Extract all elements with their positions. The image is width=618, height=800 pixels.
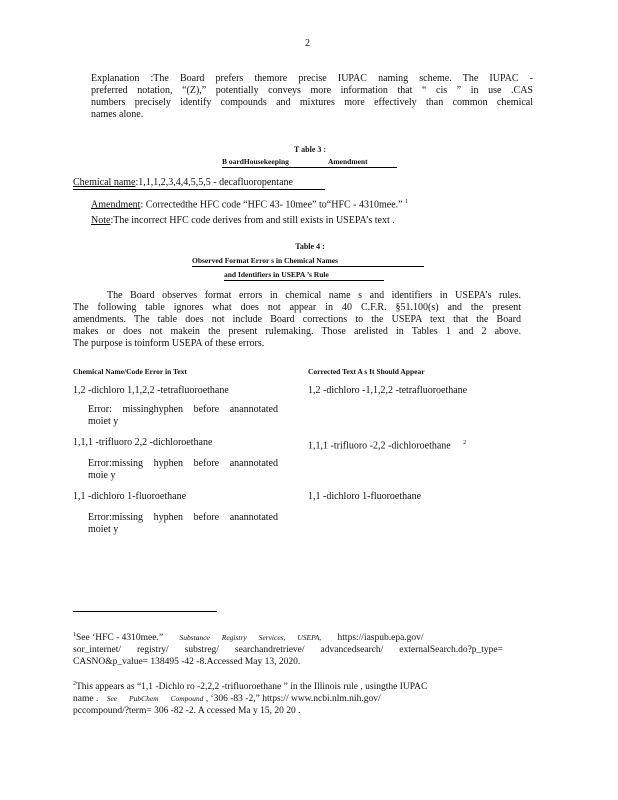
footnote-ref-2: 2 [463, 440, 467, 446]
footnote-2-line [73, 678, 503, 693]
explanation-line: names alone. [91, 109, 144, 120]
footnote-2-mark: 2 [73, 681, 76, 687]
footnote-2-line: pccompound/?term= 306 -82 -2. A ccessed Ma y 15, 20 20 . [73, 706, 301, 717]
table3-caption-col2: Amendment [328, 157, 368, 166]
table3-caption: T able 3 : [293, 145, 327, 154]
table4-caption-line2: Observed Format Error s in Chemical Names [192, 256, 338, 265]
footnote-2-line [73, 693, 503, 705]
errors-row-2-error: 1,1,1 -trifluoro 2,2 -dichloroethane [73, 437, 213, 448]
note-line: moiet y [88, 416, 119, 427]
explanation-line: Explanation :The Board prefers themore precise IUPAC naming scheme. The IUPAC - [91, 73, 533, 84]
explanation-paragraph [91, 73, 533, 121]
footnote-2-text: name . [73, 694, 99, 705]
footnote-2-source: See PubChem Compound [106, 694, 204, 704]
note-line: Error: missinghyphen before anannotated [88, 404, 278, 415]
note-line: Error:missing hyphen before anannotated [88, 458, 278, 469]
chemical-name-label: Chemical name [73, 177, 136, 188]
table4-caption-line3: and Identifiers in USEPA ’s Rule [224, 270, 329, 279]
explanation-line: numbers precisely identify compounds and mixtures more effectively than common chemical [91, 97, 533, 108]
footnote-1-line: sor_internet/ registry/ substreg/ searchandretrieve/ advancedsearch/ externalSearch.do?p_type= [73, 645, 503, 656]
note-line: moiet y [88, 524, 119, 535]
note-label: Note [91, 215, 111, 226]
errors-row-3-note [88, 512, 278, 536]
explanation-line: preferred notation, “(Z),” potentially conveys more information that “ cis ” in use .CAS [91, 85, 533, 96]
table3-chemical-row [73, 177, 293, 189]
footnote-1-text: See ‘HFC - 4310mee.” [76, 633, 164, 644]
footnote-1-line: CASNO&p_value= 138495 -42 -8.Accessed May 13, 2020. [73, 657, 301, 668]
body-line: amendments. The table does not include Board corrections to the USEPA text that the Board [73, 314, 521, 325]
table4-caption-rule [192, 266, 424, 267]
footnote-1 [73, 629, 503, 668]
errors-table-header-corrected: Corrected Text A s It Should Appear [308, 367, 425, 376]
note-line: Error:missing hyphen before anannotated [88, 512, 278, 523]
body-paragraph [73, 290, 521, 350]
table4-caption-rule2 [224, 280, 384, 281]
table4-caption-line1: Table 4 : [295, 242, 325, 251]
corrected-text: 1,1,1 -trifluoro -2,2 -dichloroethane [308, 440, 451, 452]
corrected-text: 1,2 -dichloro -1,1,2,2 -tetrafluoroethane [308, 385, 468, 396]
chemical-name-value: :1,1,1,2,3,4,4,5,5,5 - decafluoropentane [135, 177, 293, 188]
footnote-2-text: This appears as “1,1 -Dichlo ro -2,2,2 -trifluoroethane ” in the Illinois rule , usingthe IUPAC [76, 682, 428, 693]
footnote-ref-1: 1 [405, 199, 409, 205]
page-number: 2 [305, 38, 310, 49]
amendment-text: : Correctedthe HFC code “HFC 43- 10mee” to“HFC - 4310mee.” [140, 199, 403, 211]
errors-row-3-corrected [308, 491, 421, 503]
footnote-1-line [73, 629, 503, 644]
footnote-1-mark: 1 [73, 632, 76, 638]
body-line: makes or does not makein the present rulemaking. Those arelisted in Tables 1 and 2 above. [73, 326, 521, 337]
footnote-1-url[interactable]: https://iaspub.epa.gov/ [337, 633, 424, 644]
table3-caption-col1: B oardHousekeeping [222, 157, 289, 166]
body-line: The purpose is toinform USEPA of these errors. [73, 338, 265, 349]
errors-row-3-error: 1,1 -dichloro 1-fluoroethane [73, 491, 187, 502]
footnote-2-url[interactable]: , ‘306 -83 -2,” https:// www.ncbi.nlm.nih.gov/ [205, 694, 381, 705]
corrected-text: 1,1 -dichloro 1-fluoroethane [308, 491, 422, 502]
body-line: The Board observes format errors in chemical name s and identifiers in USEPA’s rules. [107, 290, 521, 301]
body-line: The following table ignores what does not appear in 40 C.F.R. §51.100(s) and the present [73, 302, 521, 313]
footnote-2 [73, 678, 503, 717]
errors-row-1-note [88, 404, 278, 428]
errors-row-2-corrected [308, 437, 466, 452]
note-line: moie y [88, 470, 116, 481]
errors-row-1-error: 1,2 -dichloro 1,1,2,2 -tetrafluoroethane [73, 385, 229, 396]
amendment-label: Amendment [91, 199, 141, 211]
note-text: :The incorrect HFC code derives from and still exists in USEPA’s text . [110, 215, 395, 226]
footnote-separator [73, 611, 217, 612]
table3-amendment-row [91, 196, 408, 211]
table3-caption-rule [222, 167, 397, 168]
errors-table-header-error: Chemical Name/Code Error in Text [73, 367, 187, 376]
errors-row-2-note [88, 458, 278, 482]
table3-note-row [91, 215, 395, 227]
footnote-1-source: Substance Registry Services, USEPA, [179, 633, 322, 643]
errors-row-1-corrected [308, 385, 467, 397]
table3-row-rule [73, 189, 325, 190]
